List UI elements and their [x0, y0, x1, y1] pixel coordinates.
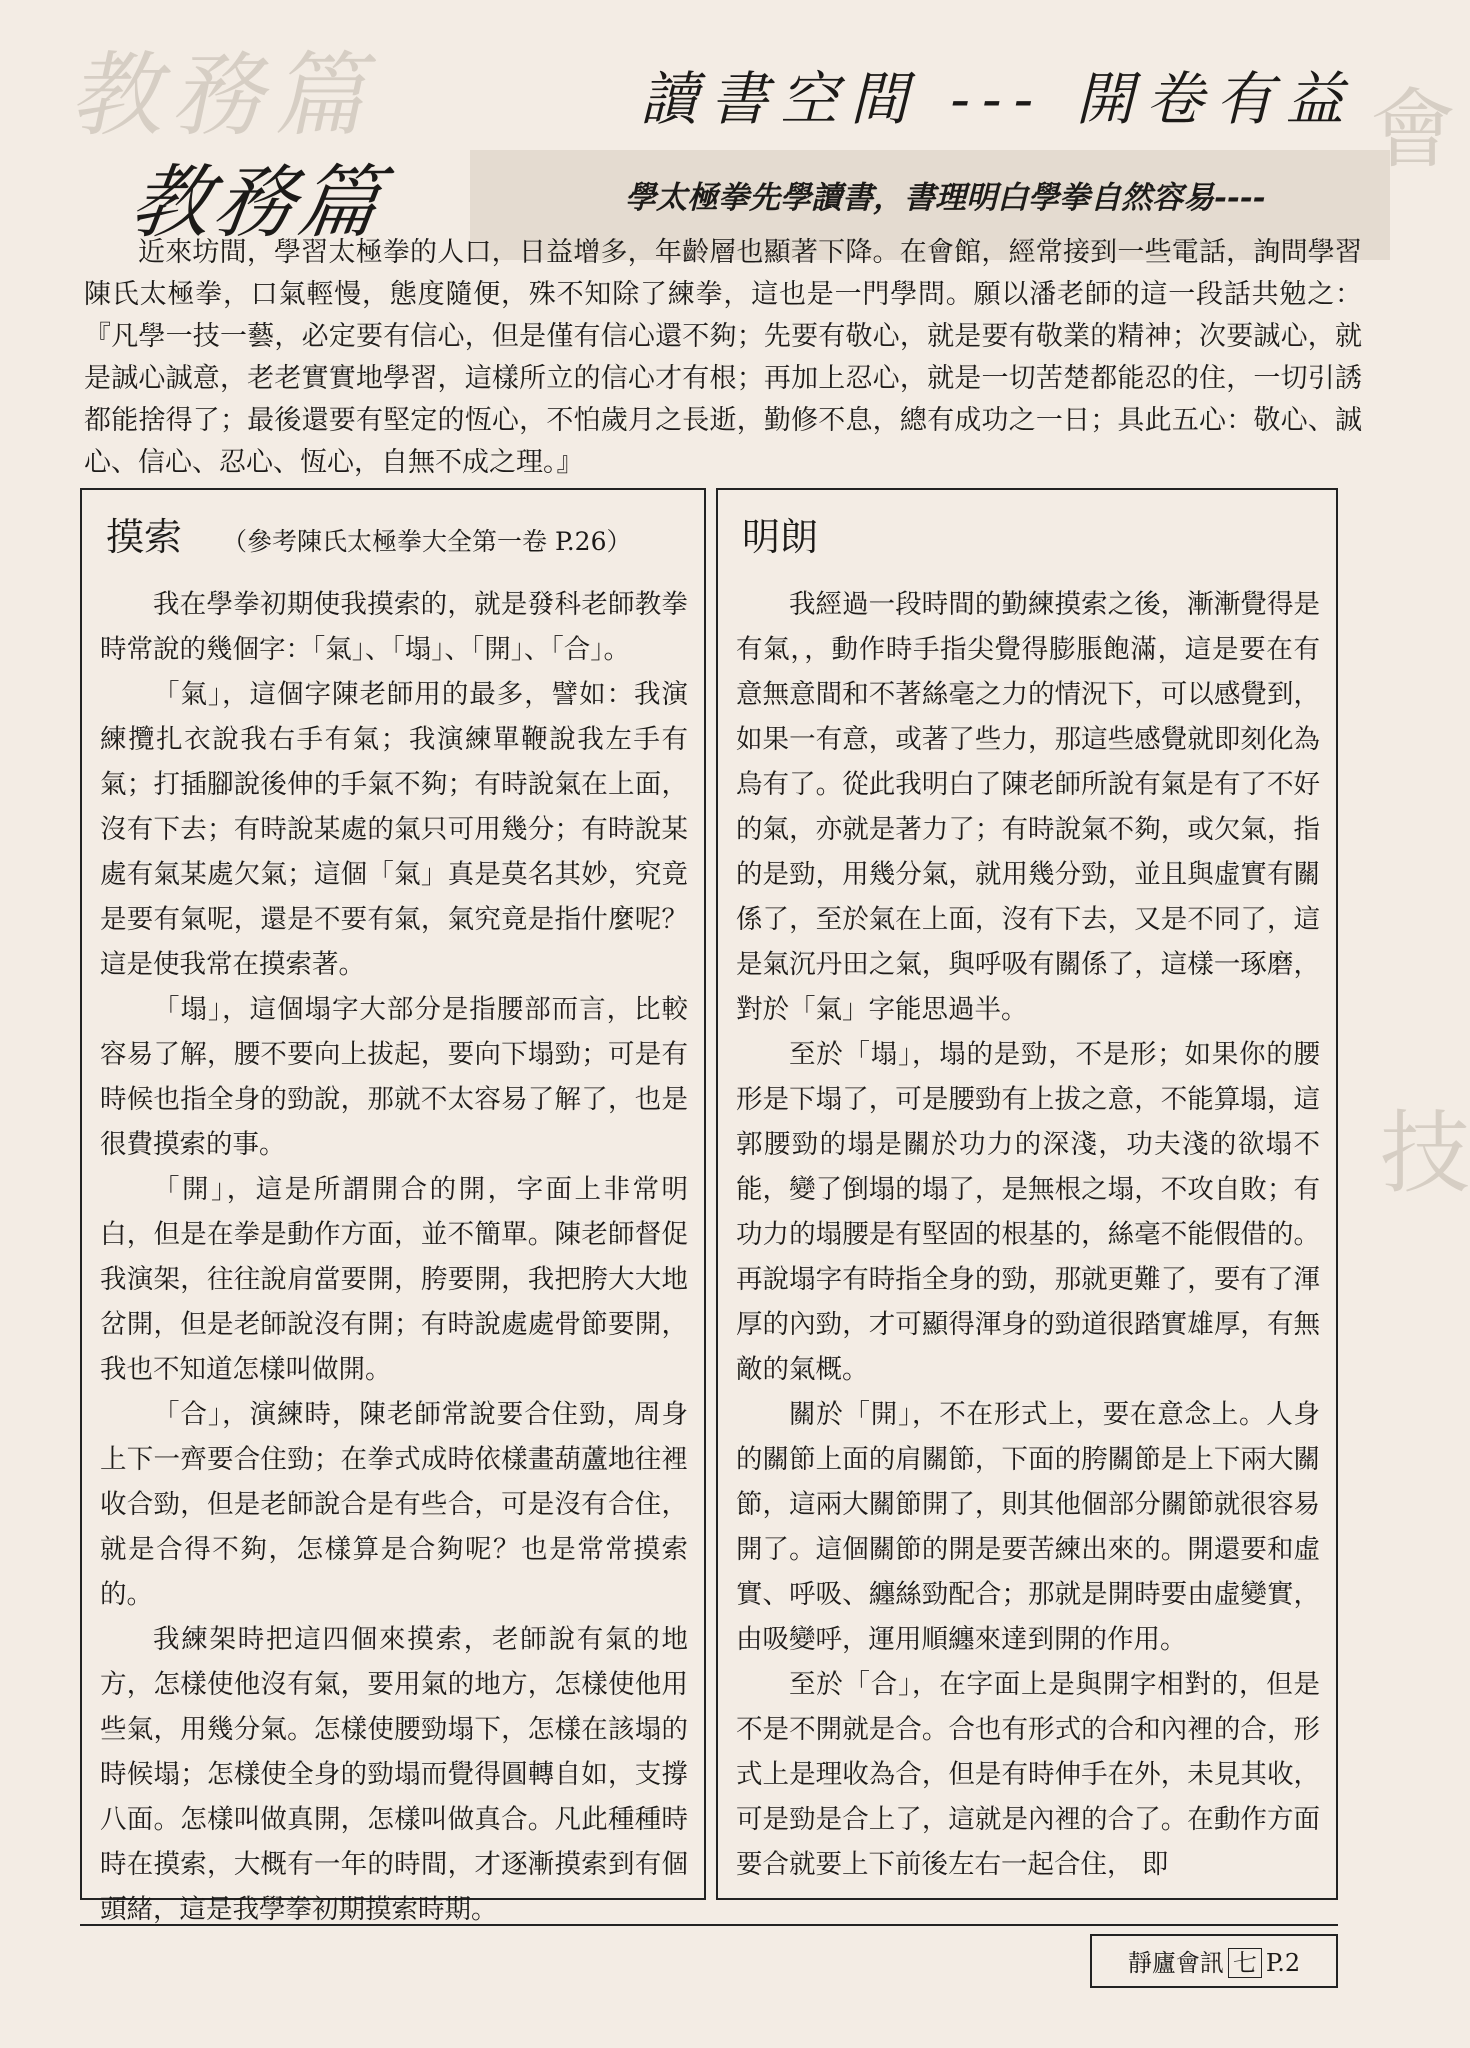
column-left: [80, 488, 706, 1925]
paragraph: 「氣」，這個字陳老師用的最多，譬如：我演練攬扎衣說我右手有氣；我演練單鞭說我左手有氣；打插腳說後伸的手氣不夠；有時說氣在上面，沒有下去；有時說某處的氣只可用幾分；有時說某處有氣某處欠氣；這個「氣」真是莫名其妙，究竟是要有氣呢，還是不要有氣，氣究竟是指什麼呢？這是使我常在摸索著。: [100, 679, 688, 980]
intro-paragraph: 近來坊間，學習太極拳的人口，日益增多，年齡層也顯著下降。在會館，經常接到一些電話，詢問學習陳氏太極拳，口氣輕慢，態度隨便，殊不知除了練拳，這也是一門學問。願以潘老師的這一段話共勉之：『凡學一技一藝，必定要有信心，但是僅有信心還不夠；先要有敬心，就是要有敬業的精神；次要誠心，就是誠心誠意，老老實實地學習，這樣所立的信心才有根；再加上忍心，就是一切苦楚都能忍的住，一切引誘都能捨得了；最後還要有堅定的恆心，不怕歲月之長逝，勤修不息，總有成功之一日；具此五心：敬心、誠心、信心、忍心、恆心，自無不成之理。』: [84, 237, 1362, 478]
column-heading-text: 明朗: [742, 515, 819, 559]
show-through-text: 技: [1380, 1101, 1470, 1206]
column-body: [100, 582, 688, 1932]
show-through-text: 教務篇: [65, 42, 394, 149]
column-reference: （參考陳氏太極拳大全第一卷 P.26）: [222, 527, 632, 556]
column-heading: [742, 506, 818, 561]
section-title: 教務篇: [124, 156, 390, 249]
page-title: 讀書空間 --- 開卷有益: [640, 65, 1356, 133]
subtitle: 學太極拳先學讀書，書理明白學拳自然容易----: [625, 180, 1266, 216]
paragraph: 至於「合」，在字面上是與開字相對的，但是不是不開就是合。合也有形式的合和內裡的合，形式上是理收為合，但是有時伸手在外，未見其收，可是勁是合上了，這就是內裡的合了。在動作方面要合就要上下前後左右一起合住， 即: [736, 1669, 1320, 1880]
paragraph: 我練架時把這四個來摸索，老師說有氣的地方，怎樣使他沒有氣，要用氣的地方，怎樣使他用些氣，用幾分氣。怎樣使腰勁塌下，怎樣在該塌的時候塌；怎樣使全身的勁塌而覺得圓轉自如，支撐八面。怎樣叫做真開，怎樣叫做真合。凡此種種時時在摸索，大概有一年的時間，才逐漸摸索到有個頭緒，這是我學拳初期摸索時期。: [100, 1624, 688, 1925]
column-body: [736, 582, 1320, 1887]
footer-issue: 七: [1228, 1948, 1262, 1978]
paragraph: 我在學拳初期使我摸索的，就是發科老師教拳時常說的幾個字：「氣」、「塌」、「開」、「合」。: [100, 589, 688, 665]
column-heading: [106, 506, 631, 561]
paragraph: 「合」，演練時，陳老師常說要合住勁，周身上下一齊要合住勁；在拳式成時依樣畫葫蘆地往裡收合勁，但是老師說合是有些合，可是沒有合住，就是合得不夠，怎樣算是合夠呢？也是常常摸索的。: [100, 1399, 688, 1610]
paragraph: 「塌」，這個塌字大部分是指腰部而言，比較容易了解，腰不要向上拔起，要向下塌勁；可是有時候也指全身的勁說，那就不太容易了解了，也是很費摸索的事。: [100, 994, 688, 1160]
column-right: [716, 488, 1338, 1900]
bottom-rule: [80, 1924, 1338, 1926]
footer-page-number: P.2: [1265, 1949, 1301, 1977]
paragraph: 至於「塌」，塌的是勁，不是形；如果你的腰形是下塌了，可是腰勁有上拔之意，不能算塌，這郭腰勁的塌是關於功力的深淺，功夫淺的欲塌不能，變了倒塌的塌了，是無根之塌，不攻自敗；有功力的塌腰是有堅固的根基的，絲毫不能假借的。再說塌字有時指全身的勁，那就更難了，要有了渾厚的內勁，才可顯得渾身的勁道很踏實雄厚，有無敵的氣概。: [736, 1039, 1320, 1385]
page-footer: [1090, 1934, 1338, 1988]
footer-publication: 靜廬會訊: [1127, 1949, 1224, 1977]
paragraph: 我經過一段時間的勤練摸索之後，漸漸覺得是有氣，，動作時手指尖覺得膨脹飽滿，這是要在有意無意間和不著絲毫之力的情況下，可以感覺到，如果一有意，或著了些力，那這些感覺就即刻化為烏有了。從此我明白了陳老師所說有氣是有了不好的氣，亦就是著力了；有時說氣不夠，或欠氣，指的是勁，用幾分氣，就用幾分勁，並且與虛實有關係了，至於氣在上面，沒有下去，又是不同了，這是氣沉丹田之氣，與呼吸有關係了，這樣一琢磨，對於「氣」字能思過半。: [736, 589, 1320, 1025]
paragraph: 關於「開」，不在形式上，要在意念上。人身的關節上面的肩關節，下面的胯關節是上下兩大關節，這兩大關節開了，則其他個部分關節就很容易開了。這個關節的開是要苦練出來的。開還要和虛實、呼吸、纏絲勁配合；那就是開時要由虛變實，由吸變呼，運用順纏來達到開的作用。: [736, 1399, 1320, 1655]
paragraph: 「開」，這是所謂開合的開，字面上非常明白，但是在拳是動作方面，並不簡單。陳老師督促我演架，往往說肩當要開，胯要開，我把胯大大地岔開，但是老師說沒有開；有時說處處骨節要開，我也不知道怎樣叫做開。: [100, 1174, 688, 1385]
show-through-text: 會: [1370, 80, 1456, 180]
column-heading-text: 摸索: [106, 515, 183, 559]
